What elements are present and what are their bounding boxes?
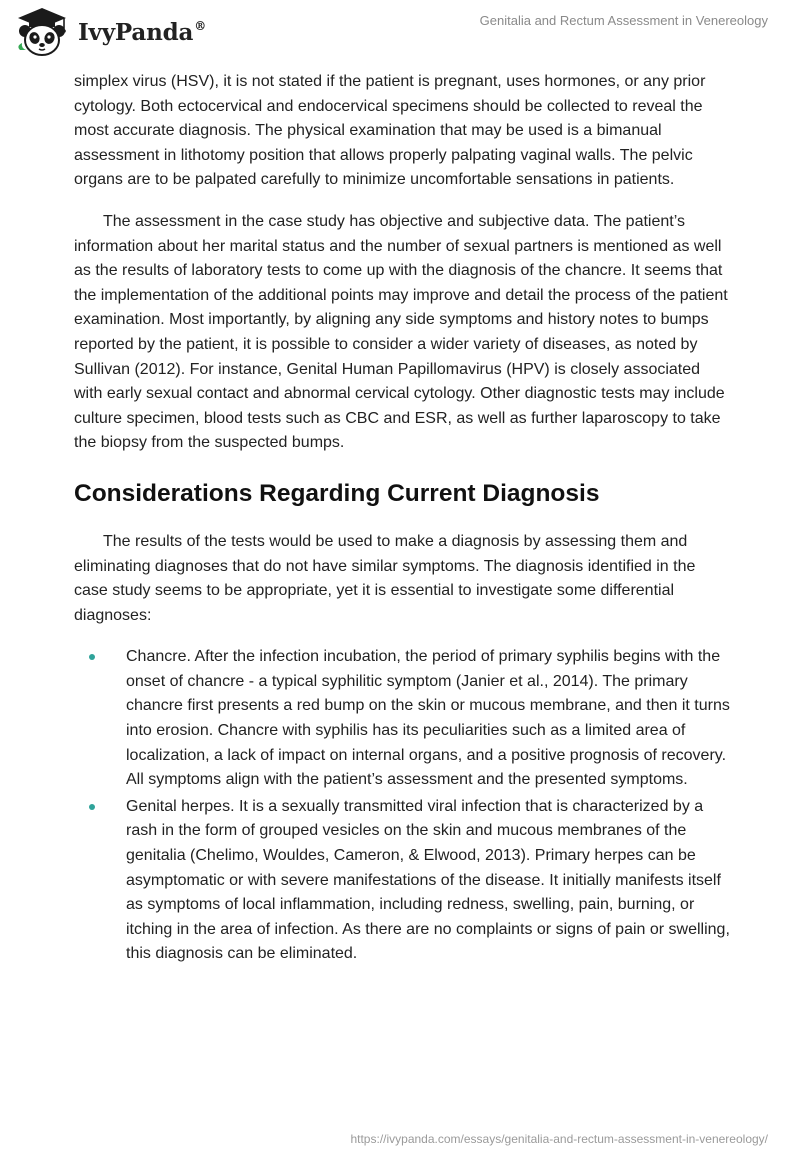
registered-mark: ® <box>194 18 206 33</box>
panda-with-graduation-cap-icon <box>12 6 72 58</box>
page-header <box>0 0 800 66</box>
differential-diagnoses-list <box>74 645 730 967</box>
bullet-dot-icon <box>89 654 95 660</box>
list-item <box>126 795 730 967</box>
brand-name <box>78 19 206 46</box>
list-item-text: Chancre. After the infection incubation, the period of primary syphilis begins with the onset of chancre - a typical syphilitic symptom (Janier et al., 2014). The primary chancre first presents a red bump on the skin or mucous membrane, and then it turns into erosion. Chancre with syphilis has its peculiarities such as a limited area of localization, a lack of impact on internal organs, and a positive prognosis of recovery. All symptoms align with the patient’s assessment and the presented symptoms. <box>126 648 730 789</box>
bullet-dot-icon <box>89 804 95 810</box>
section-paragraph: The results of the tests would be used to make a diagnosis by assessing them and eliminating diagnoses that do not have similar symptoms. The diagnosis identified in the case study seems to be appropriate, yet it is essential to investigate some differential diagnoses: <box>74 532 696 624</box>
footer-url[interactable]: https://ivypanda.com/essays/genitalia-and-rectum-assessment-in-venereology/ <box>350 1132 768 1146</box>
ivypanda-logo[interactable] <box>12 6 206 58</box>
paragraph-intro-2: The assessment in the case study has objective and subjective data. The patient’s information about her marital status and the number of sexual partners is mentioned as well as the results of laboratory tests to come up with the diagnosis of the chancre. It seems that the implementation of the additional points may improve and detail the process of the patient examination. Most importantly, by aligning any side symptoms and history notes to bumps reported by the patient, it is possible to consider a wider variety of diseases, as noted by Sullivan (2012). For instance, Genital Human Papillomavirus (HPV) is closely associated with early sexual contact and abnormal cervical cytology. Other diagnostic tests may include culture specimen, blood tests such as CBC and ESR, as well as further laparoscopy to take the biopsy from the suspected bumps. <box>74 212 728 452</box>
section-heading: Considerations Regarding Current Diagnosis <box>74 479 600 507</box>
list-item <box>126 645 730 793</box>
paragraph-intro-1: simplex virus (HSV), it is not stated if the patient is pregnant, uses hormones, or any prior cytology. Both ectocervical and endocervical specimens should be collected to reveal the most accurate diagnosis. The physical examination that may be used is a bimanual assessment in lithotomy position that allows properly palpating vaginal walls. The pelvic organs are to be palpated carefully to minimize uncomfortable sensations in patients. <box>74 73 706 189</box>
brand-name-text: IvyPanda <box>78 18 194 46</box>
document-title: Genitalia and Rectum Assessment in Venereology <box>479 13 768 28</box>
article-body <box>74 70 730 969</box>
list-item-text: Genital herpes. It is a sexually transmitted viral infection that is characterized by a rash in the form of grouped vesicles on the skin and mucous membranes of the genitalia (Chelimo, Wouldes, Cameron, & Elwood, 2013). Primary herpes can be asymptomatic or with severe manifestations of the disease. It initially manifests itself as symptoms of local inflammation, including redness, swelling, pain, burning, or itching in the area of infection. As there are no complaints or signs of pain or swelling, this diagnosis can be eliminated. <box>126 797 730 963</box>
